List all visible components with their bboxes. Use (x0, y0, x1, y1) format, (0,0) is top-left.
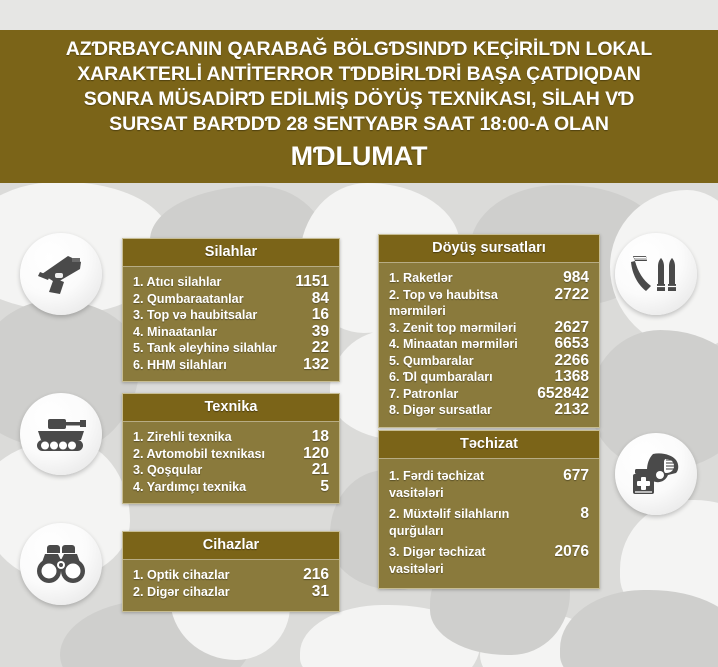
ammo-magazine-bullets-icon (630, 252, 682, 296)
row-value: 84 (311, 289, 329, 307)
row-value: 16 (311, 306, 329, 323)
table-row (133, 462, 329, 479)
table-row (133, 274, 329, 291)
row-value: 677 (563, 467, 589, 484)
table-row (133, 324, 329, 341)
row-value: 2627 (554, 318, 589, 336)
card-silahlar-body (123, 267, 339, 381)
table-row (133, 291, 329, 308)
table-row (133, 567, 329, 584)
table-row (133, 479, 329, 496)
row-label: 2. Top və haubitsa mərmiləri (389, 287, 498, 318)
row-value: 2076 (554, 543, 589, 560)
row-value: 652842 (537, 384, 589, 402)
row-label: 5. Qumbaralar (389, 353, 474, 368)
row-value: 21 (311, 461, 329, 478)
table-row (133, 446, 329, 463)
row-value: 216 (303, 566, 329, 583)
table-row (389, 369, 589, 386)
row-label: 1. Optik cihazlar (133, 568, 230, 582)
tank-icon (34, 414, 88, 454)
row-label: 2. Digər cihazlar (133, 584, 230, 599)
page-title: MƊLUMAT (290, 140, 428, 171)
row-label: 4. Yardımçı texnika (133, 479, 247, 494)
table-row (389, 386, 589, 403)
top-strip (0, 0, 718, 30)
binoculars-icon-badge (20, 523, 102, 605)
row-value: 31 (311, 582, 329, 600)
table-row (133, 340, 329, 357)
row-label: 1. Raketlər (389, 271, 453, 285)
row-label: 2. Müxtəlif silahların qurğuları (389, 507, 510, 538)
row-value: 18 (311, 428, 329, 445)
row-value: 120 (303, 444, 329, 462)
card-texnika-title: Texnika (123, 394, 339, 422)
row-label: 1. Fərdi təchizat vasitələri (389, 469, 485, 500)
table-row (389, 544, 589, 577)
table-row (133, 584, 329, 601)
row-value: 1151 (295, 273, 329, 290)
header-line-2: XARAKTERLİ ANTİTERROR TƊDBİRLƊRİ BAŞA ÇATDIQDAN (77, 62, 641, 85)
gas-mask-medical-kit-icon (629, 451, 683, 497)
row-label: 4. Minaatan mərmiləri (389, 337, 518, 351)
row-label: 1. Zirehli texnika (133, 430, 232, 444)
header-title-band (0, 30, 718, 183)
table-row (389, 506, 589, 539)
pistol-icon-badge (20, 233, 102, 315)
row-value: 8 (580, 505, 589, 522)
ammo-magazine-bullets-icon-badge (615, 233, 697, 315)
row-label: 3. Qoşqular (133, 463, 203, 477)
table-row (389, 402, 589, 419)
card-techizat-title: Təchizat (379, 431, 599, 459)
row-value: 984 (563, 269, 589, 286)
card-cihazlar-body (123, 560, 339, 611)
header-line-1: AZƊRBAYCANIN QARABAĞ BÖLGƊSINDƊ KEÇİRİLƊN LOKAL (65, 37, 653, 60)
row-label: 6. HHM silahları (133, 357, 227, 372)
header-line-3: SONRA MÜSADİRƊ EDİLMİŞ DÖYÜŞ TEXNİKASI, SİLAH VƊ (83, 87, 635, 110)
card-techizat (378, 430, 600, 589)
card-cihazlar (122, 531, 340, 612)
table-row (389, 270, 589, 287)
table-row (389, 353, 589, 370)
row-value: 132 (303, 355, 329, 373)
row-value: 39 (311, 322, 329, 340)
row-value: 2722 (554, 285, 589, 303)
row-value: 5 (320, 477, 329, 495)
row-label: 3. Top və haubitsalar (133, 308, 258, 322)
row-value: 22 (311, 339, 329, 356)
row-label: 6. Ɗl qumbaraları (389, 370, 493, 384)
table-row (133, 357, 329, 374)
row-value: 1368 (554, 368, 589, 385)
row-label: 7. Patronlar (389, 386, 459, 401)
row-label: 2. Qumbaraatanlar (133, 291, 244, 306)
card-doyus-sursatlari-title: Döyüş sursatları (379, 235, 599, 263)
row-label: 2. Avtomobil texnikası (133, 446, 266, 461)
card-texnika (122, 393, 340, 504)
row-value: 2132 (554, 401, 589, 418)
row-label: 3. Zenit top mərmiləri (389, 320, 517, 335)
row-label: 1. Atıcı silahlar (133, 275, 222, 289)
row-value: 2266 (554, 351, 589, 369)
table-row (389, 320, 589, 337)
card-techizat-body (379, 459, 599, 588)
row-label: 3. Digər təchizat vasitələri (389, 545, 486, 576)
binoculars-icon (36, 543, 86, 585)
table-row (389, 468, 589, 501)
card-silahlar (122, 238, 340, 382)
table-row (133, 429, 329, 446)
card-doyus-sursatlari (378, 234, 600, 428)
pistol-icon (36, 252, 86, 296)
tank-icon-badge (20, 393, 102, 475)
card-texnika-body (123, 422, 339, 503)
row-label: 8. Digər sursatlar (389, 403, 492, 417)
row-value: 6653 (554, 335, 589, 352)
table-row (389, 336, 589, 353)
header-line-4: SURSAT BARƊDƊ 28 SENTYABR SAAT 18:00-A OLAN (109, 112, 609, 135)
gas-mask-medical-kit-icon-badge (615, 433, 697, 515)
table-row (133, 307, 329, 324)
card-silahlar-title: Silahlar (123, 239, 339, 267)
row-label: 5. Tank əleyhinə silahlar (133, 341, 277, 355)
card-cihazlar-title: Cihazlar (123, 532, 339, 560)
table-row (389, 287, 589, 320)
row-label: 4. Minaatanlar (133, 324, 217, 339)
card-doyus-sursatlari-body (379, 263, 599, 427)
